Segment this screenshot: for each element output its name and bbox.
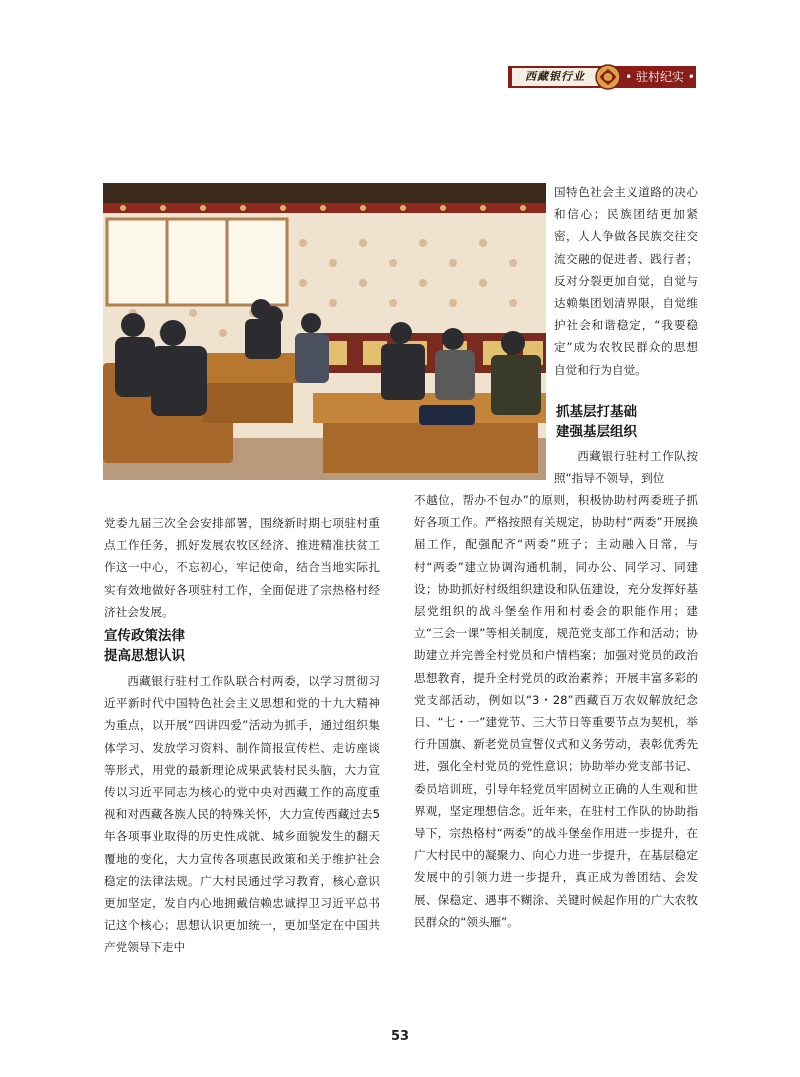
- photo-meeting-icon: [103, 183, 546, 480]
- magazine-title: 西藏银行业: [512, 68, 598, 86]
- page-number: 53: [390, 1029, 410, 1044]
- right-heading-line2: 建强基层组织: [556, 424, 637, 440]
- meeting-photo: [103, 183, 546, 480]
- right-paragraph-body: 不越位，帮办不包办”的原则，积极协助村两委班子抓好各项工作。严格按照有关规定，协助村“两委”开展换届工作，配强配齐“两委”班子；主动融入日常，与村“两委”建立协调沟通机制，同办公、同学习、同建设；协助抓好村级组织建设和队伍建设，充分发挥好基层党组织的战斗堡垒作用和村委会的职能作用；建立“三会一课”等相关制度，规范党支部工作和活动；协助建立并完善全村党员和户情档案；加强对党员的政治思想教育，提升全村党员的政治素养；开展丰富多彩的党支部活动，例如以“3・28”西藏百万农奴解放纪念日、“七・一”建党节、三大节日等重要节点为契机，举行升国旗、新老党员宣誓仪式和义务劳动，表彰优秀先进，强化全村党员的党性意识；协助举办党支部书记、委员培训班，引导年轻党员牢固树立正确的人生观和世界观，坚定理想信念。近年来，在驻村工作队的协助指导下，宗热格村“两委”的战斗堡垒作用进一步提升，在广大村民中的凝聚力、向心力进一步提升，在基层稳定发展中的引领力进一步提升，真正成为善团结、会发展、保稳定、遇事不糊涂、关键时候起作用的广大农牧民群众的“领头雁”。: [414, 493, 698, 929]
- endless-knot-icon: [594, 63, 622, 91]
- left-paragraph-2: 西藏银行驻村工作队联合村两委，以学习贯彻习近平新时代中国特色社会主义思想和党的十九大精神为重点，以开展“四讲四爱”活动为抓手，通过组织集体学习、发放学习资料、制作简报宣传栏、走访座谈等形式，用党的最新理论成果武装村民头脑，大力宣传以习近平同志为核心的党中央对西藏工作的高度重视和对西藏各族人民的特殊关怀，大力宣传西藏过去5年各项事业取得的历史性成就、城乡面貌发生的翻天覆地的变化，大力宣传各项惠民政策和关于维护社会稳定的法律法规。广大村民通过学习教育，核心意识更加坚定，发自内心地拥戴信赖忠诚捍卫习近平总书记这个核心；思想认识更加统一，更加坚定在中国共产党领导下走中: [104, 674, 380, 955]
- right-heading-line1: 抓基层打基础: [556, 404, 637, 420]
- left-paragraph-1: 党委九届三次全会安排部署，围绕新时期七项驻村重点工作任务，抓好发展农牧区经济、推进精准扶贫工作这一中心，不忘初心，牢记使命，结合当地实际扎实有效地做好各项驻村工作，全面促进了宗热格村经济社会发展。: [104, 516, 380, 619]
- left-heading-line1: 宣传政策法律: [104, 628, 185, 644]
- left-heading-line2: 提高思想认识: [104, 648, 185, 664]
- right-section-heading: [556, 402, 706, 442]
- left-section-heading: [104, 626, 380, 666]
- section-title: • 驻村纪实 •: [625, 70, 695, 84]
- right-top-paragraph: 国特色社会主义道路的决心和信心；民族团结更加紧密，人人争做各民族交往交流交融的促进者、践行者；反对分裂更加自觉，自觉与达赖集团划清界限，自觉维护社会和谐稳定，“我要稳定”成为农牧民群众的思想自觉和行为自觉。: [554, 185, 698, 377]
- right-paragraph-intro: 西藏银行驻村工作队按照“指导不领导，到位: [554, 449, 698, 486]
